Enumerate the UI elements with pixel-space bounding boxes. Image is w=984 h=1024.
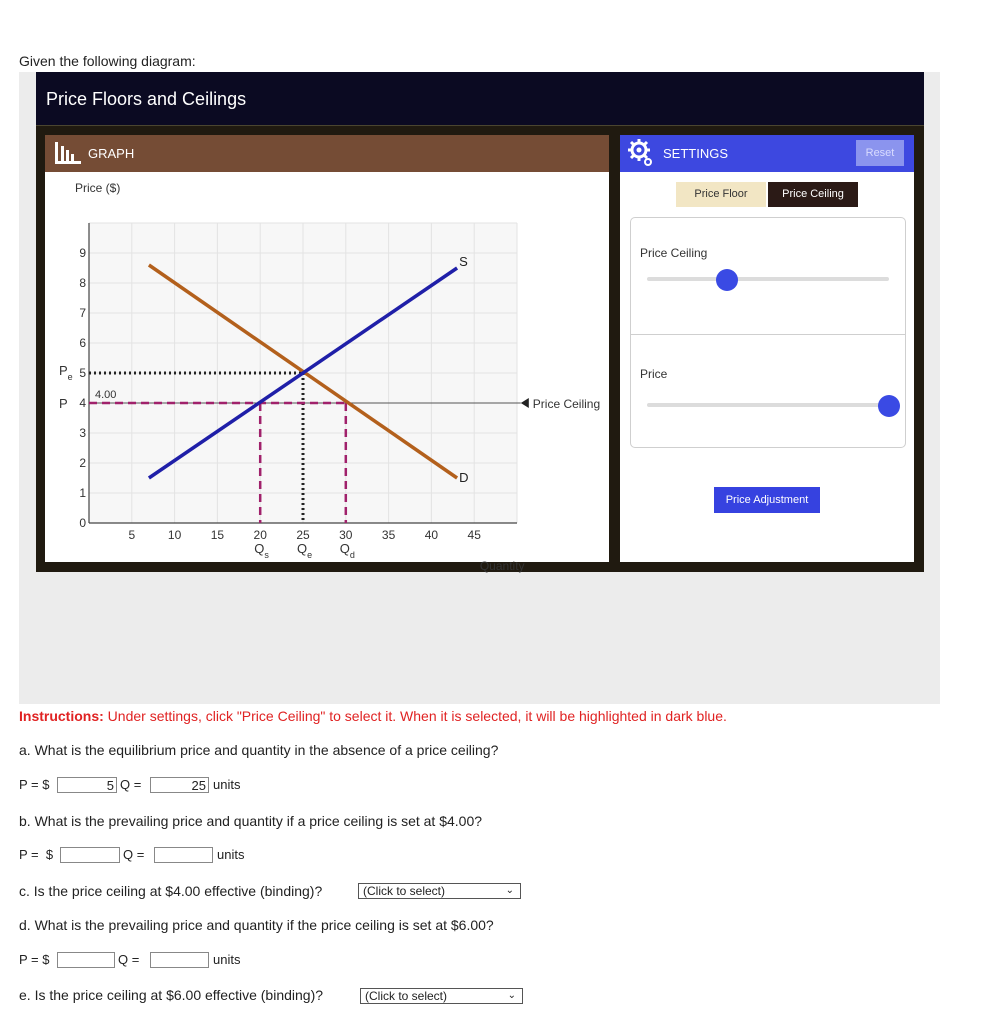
b-quantity-input[interactable] [154,847,213,863]
settings-panel [620,135,914,562]
price-slider-thumb[interactable] [878,395,900,417]
y-tick-label: 5 [79,366,86,380]
x-tick-label: 35 [381,528,396,542]
x-tick-label: 40 [424,528,439,542]
question-a: a. What is the equilibrium price and quantity in the absence of a price ceiling? [19,742,499,758]
x-tick-label: 25 [296,528,310,542]
question-b: b. What is the prevailing price and quantity if a price ceiling is set at $4.00? [19,813,483,829]
select-value: (Click to select) [363,884,446,898]
y-tick-label: 0 [79,516,86,530]
settings-label: SETTINGS [663,146,729,161]
a-price-input[interactable]: 5 [57,777,117,793]
p-marker: P [59,396,68,411]
tab-price-floor[interactable]: Price Floor [676,182,766,207]
y-axis-label: Price ($) [75,181,121,195]
x-tick-label: 10 [167,528,182,542]
x-tick-label: 30 [339,528,353,542]
intro-text: Given the following diagram: [19,53,196,69]
price-ceiling-slider-label: Price Ceiling [640,246,708,260]
instructions-prefix: Instructions: [19,708,104,724]
y-tick-label: 8 [79,276,86,290]
qd-marker: $Q_d$ [339,541,355,560]
graph-panel [45,135,609,573]
units-label: units [217,847,245,862]
price-slider-label: Price [640,367,668,381]
b-price-input[interactable] [60,847,120,863]
ceiling-arrow-icon [521,398,529,408]
x-tick-label: 5 [128,528,136,542]
e-binding-select[interactable] [360,988,523,1004]
units-label: units [213,777,241,792]
settings-header [620,135,914,172]
y-tick-label: 3 [79,426,86,440]
y-tick-label: 7 [79,306,86,320]
gear-icon [628,139,654,172]
x-tick-label: 15 [210,528,225,542]
bar-chart-icon [55,142,81,169]
graph-header [45,135,609,172]
chevron-down-icon: ⌄ [507,990,516,1001]
price-label: P = $ [19,847,54,862]
price-adjustment-button[interactable]: Price Adjustment [714,487,820,513]
app-title: Price Floors and Ceilings [46,89,247,109]
qe-marker: $Q_e$ [297,541,313,560]
price-label: P = $ [19,777,50,792]
quantity-label: Q = [120,777,142,792]
y-tick-label: 6 [79,336,86,350]
quantity-label: Q = [123,847,145,862]
divider [631,334,905,335]
instructions [19,708,727,724]
chevron-down-icon: ⌄ [505,885,514,896]
question-e: e. Is the price ceiling at $6.00 effective (binding)? [19,987,324,1003]
units-label: units [213,952,241,967]
y-tick-label: 9 [79,246,86,260]
tab-price-ceiling[interactable]: Price Ceiling [768,182,858,207]
qs-marker: $Q_s$ [254,541,269,560]
x-axis-label: Quantity [479,559,525,573]
supply-demand-chart [45,172,609,573]
ceiling-value-label: 4.00 [95,389,117,401]
app-header [36,72,924,126]
y-tick-label: 1 [79,486,86,500]
price-ceiling-slider-thumb[interactable] [716,269,738,291]
pe-marker: $P_e$ [59,363,73,382]
slider-group [630,217,906,448]
select-value: (Click to select) [365,989,448,1003]
y-tick-label: 4 [79,396,86,410]
x-tick-label: 20 [253,528,267,542]
question-c: c. Is the price ceiling at $4.00 effective (binding)? [19,883,323,899]
supply-label: S [459,254,468,269]
price-label: P = $ [19,952,50,967]
price-floors-ceilings-app [36,72,924,572]
quantity-label: Q = [118,952,140,967]
d-price-input[interactable] [57,952,115,968]
a-quantity-input[interactable]: 25 [150,777,209,793]
price-ceiling-tag: Price Ceiling [532,397,601,411]
y-tick-label: 2 [79,456,86,470]
instructions-text: Under settings, click "Price Ceiling" to select it. When it is selected, it will be highlighted in dark blue. [103,708,727,724]
c-binding-select[interactable] [358,883,521,899]
reset-button[interactable]: Reset [856,140,904,166]
question-d: d. What is the prevailing price and quantity if the price ceiling is set at $6.00? [19,917,494,933]
graph-label: GRAPH [88,146,135,161]
demand-label: D [459,470,469,485]
x-tick-label: 45 [467,528,481,542]
price-slider-track[interactable] [647,403,889,407]
d-quantity-input[interactable] [150,952,209,968]
price-ceiling-slider-track[interactable] [647,277,889,281]
